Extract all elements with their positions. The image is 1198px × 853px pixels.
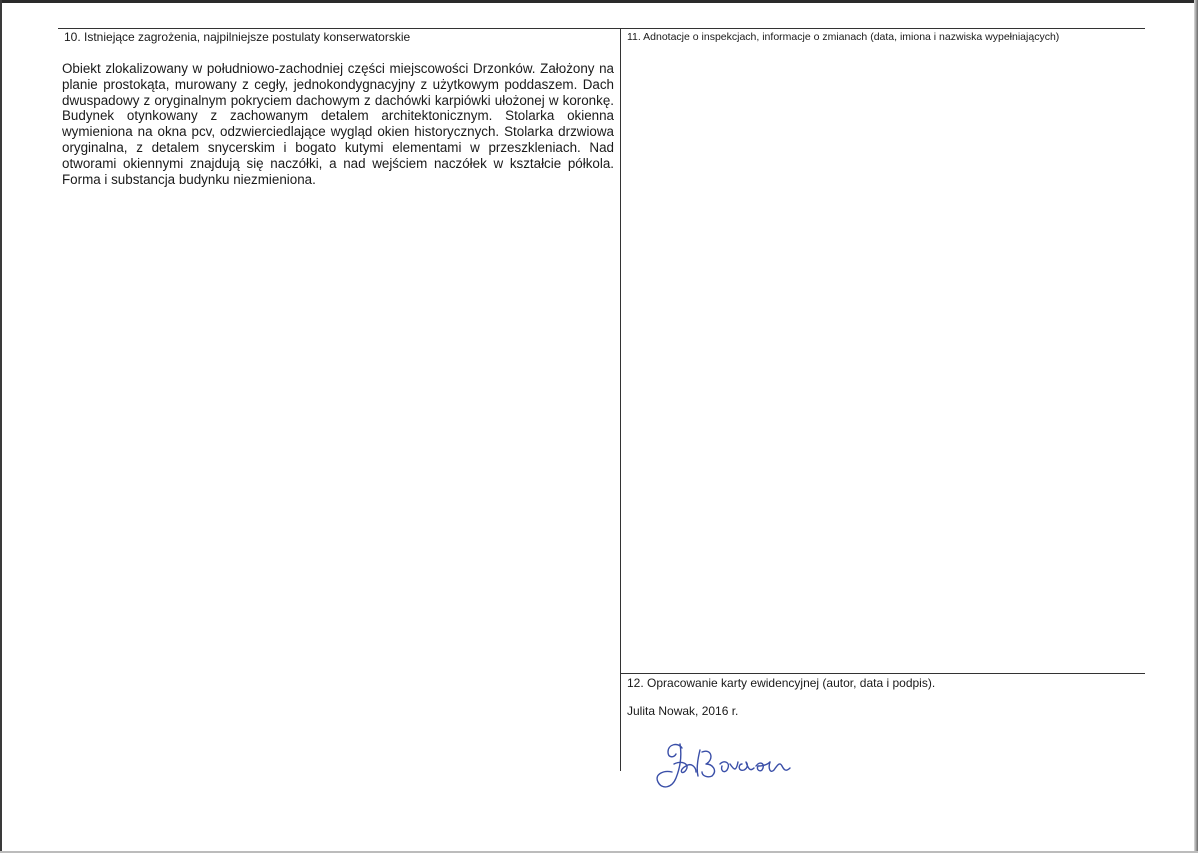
scan-edge-right <box>1194 0 1198 853</box>
section-11-heading: 11. Adnotacje o inspekcjach, informacje o zmianach (data, imiona i nazwiska wypełniających) <box>627 31 1060 43</box>
handwritten-signature <box>652 734 812 796</box>
column-divider <box>620 28 621 771</box>
section-10-body: Obiekt zlokalizowany w południowo-zachodniej części miejscowości Drzonków. Założony na planie prostokąta, murowany z cegły, jednokondygnacyjny z użytkowym poddaszem. Dach dwuspadowy z oryginalnym pokryciem dachowym z dachówki karpiówki ułożonej w koronkę. Budynek otynkowany z zachowanym detalem architektonicznym. Stolarka okienna wymieniona na okna pcv, odzwierciedlające wygląd okien historycznych. Stolarka drzwiowa oryginalna, z detalem snycerskim i bogato kutymi elementami w przeszkleniach. Nad otworami okiennymi znajdują się naczółki, a nad wejściem naczółek w kształcie półkola. Forma i substancja budynku niezmieniona. <box>62 61 614 187</box>
top-rule <box>58 28 1145 29</box>
section-10-heading: 10. Istniejące zagrożenia, najpilniejsze postulaty konserwatorskie <box>64 30 411 44</box>
scan-edge-left <box>0 0 2 853</box>
author-line: Julita Nowak, 2016 r. <box>627 704 739 718</box>
scan-edge-top <box>0 0 1198 3</box>
section-12-rule <box>621 673 1145 674</box>
section-12-heading: 12. Opracowanie karty ewidencyjnej (autor, data i podpis). <box>627 676 936 690</box>
